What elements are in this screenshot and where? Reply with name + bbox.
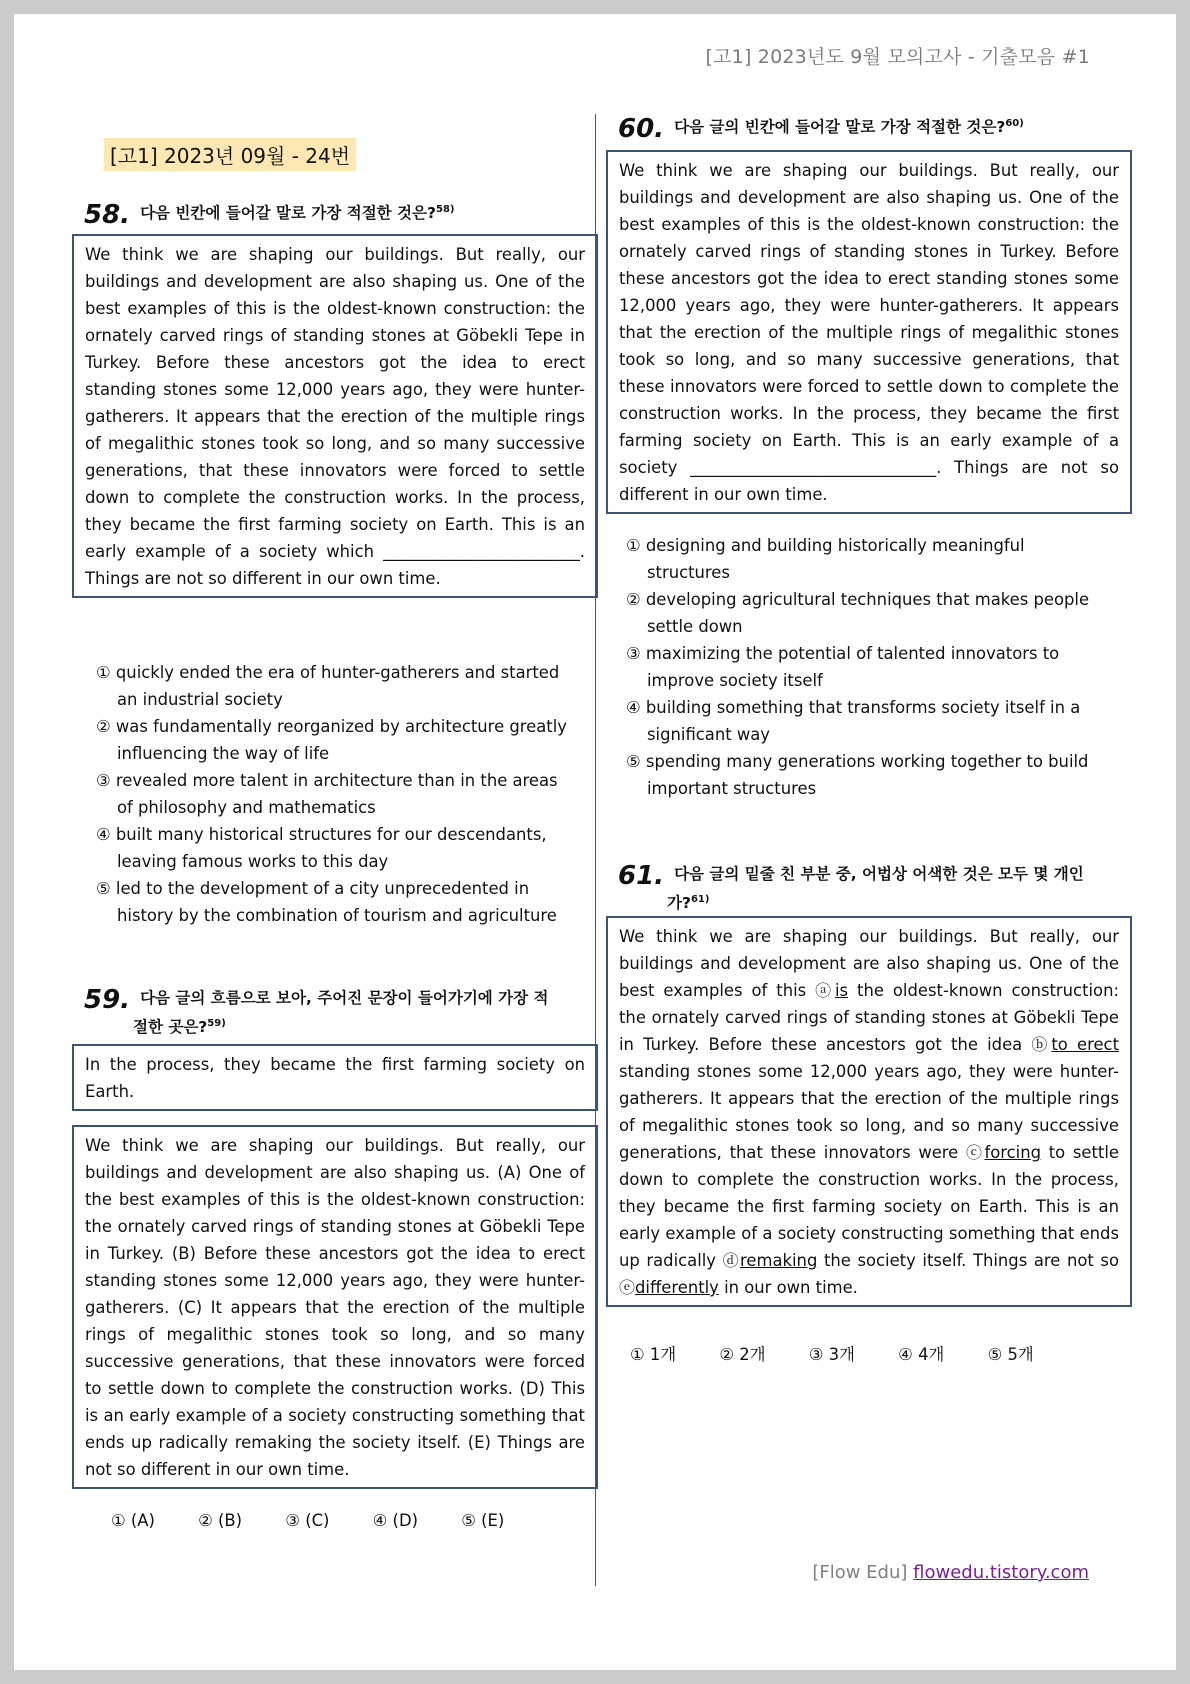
page: [14, 14, 1176, 1670]
question-61-options: [630, 1341, 1072, 1365]
footnote-ref: 59): [207, 1018, 226, 1029]
question-number: 58.: [84, 200, 131, 231]
footnote-ref: 58): [435, 204, 455, 215]
passage-text: We think we are shaping our buildings. But really, our buildings and development are also shaping us. (A) One of the best examples of this is the oldest-known construction: the ornately carved rings of standing stones at Göbekli Tepe in Turkey. (B) Before these ancestors got the idea to erect standing stones some 12,000 years ago, they were hunter-gatherers. (C) It appears that the erection of the multiple rings of megalithic stones took so long, and so many successive generations, that these innovators were forced to settle down to complete the construction works. (D) This is an early example of a society constructing something that ends up radically remaking the society itself. (E) Things are not so different in our own time.: [85, 1136, 585, 1479]
marker-c: ⓒ: [965, 1143, 985, 1162]
option[interactable]: ④ 4개: [898, 1345, 945, 1364]
given-sentence-box: [72, 1044, 598, 1111]
question-59-options: [111, 1511, 542, 1530]
option[interactable]: ④ building something that transforms society itself in a significant way: [626, 698, 1081, 744]
option[interactable]: ① (A): [111, 1511, 155, 1530]
question-61-passage-box: [606, 916, 1132, 1307]
footer-link[interactable]: flowedu.tistory.com: [913, 1562, 1089, 1583]
given-sentence: In the process, they became the first farming society on Earth.: [85, 1055, 585, 1101]
question-59-passage-box: [72, 1125, 598, 1489]
underlined-d: remaking: [740, 1251, 818, 1270]
question-number: 60.: [618, 114, 665, 145]
option[interactable]: ① 1개: [630, 1345, 677, 1364]
marker-a: ⓐ: [815, 981, 835, 1000]
page-header: [고1] 2023년도 9월 모의고사 - 기출모음 #1: [705, 46, 1090, 68]
option[interactable]: ③ maximizing the potential of talented innovators to improve society itself: [626, 644, 1060, 690]
underlined-e: differently: [635, 1278, 719, 1297]
question-title-cont: 가?: [667, 894, 691, 913]
option[interactable]: ⑤ spending many generations working together to build important structures: [626, 752, 1089, 798]
question-60-passage-box: [606, 150, 1132, 514]
option[interactable]: ⑤ 5개: [987, 1345, 1034, 1364]
question-title-cont: 절한 곳은?: [133, 1018, 208, 1037]
footnote-ref: 61): [690, 894, 710, 905]
option[interactable]: ③ (C): [285, 1511, 330, 1530]
option[interactable]: ① designing and building historically meaningful structures: [626, 536, 1025, 582]
question-title: 다음 글의 흐름으로 보아, 주어진 문장이 들어가기에 가장 적: [140, 989, 549, 1007]
question-60-heading: [618, 112, 1128, 145]
question-58-heading: [84, 198, 594, 231]
option[interactable]: ② 2개: [719, 1345, 766, 1364]
option[interactable]: ③ 3개: [808, 1345, 855, 1364]
option[interactable]: ① quickly ended the era of hunter-gatherers and started an industrial society: [96, 663, 560, 709]
question-61-heading: [618, 862, 1128, 915]
question-title: 다음 글의 빈칸에 들어갈 말로 가장 적절한 것은?: [674, 118, 1006, 137]
underlined-a: is: [834, 981, 849, 1000]
option[interactable]: ② developing agricultural techniques that makes people settle down: [626, 590, 1090, 636]
underlined-b: to erect: [1051, 1035, 1119, 1054]
marker-b: ⓑ: [1031, 1035, 1052, 1054]
question-58-options: [96, 659, 576, 929]
option[interactable]: ④ built many historical structures for our descendants, leaving famous works to this day: [96, 825, 547, 871]
question-title: 다음 빈칸에 들어갈 말로 가장 적절한 것은?: [140, 204, 436, 223]
underlined-c: forcing: [984, 1143, 1042, 1162]
option[interactable]: ② was fundamentally reorganized by architecture greatly influencing the way of life: [96, 717, 567, 763]
question-59-heading: [84, 986, 594, 1039]
question-58-passage-box: [72, 234, 598, 598]
option[interactable]: ③ revealed more talent in architecture than in the areas of philosophy and mathematics: [96, 771, 558, 817]
marker-d: ⓓ: [722, 1251, 741, 1270]
question-number: 61.: [618, 861, 665, 891]
option[interactable]: ④ (D): [372, 1511, 418, 1530]
passage-text: We think we are shaping our buildings. But really, our buildings and development are also shaping us. One of the best examples of this is the oldest-known construction: the ornately carved rings of standing stones in Turkey. Before these ancestors got the idea to erect standing stones some 12,000 years ago, they were hunter-gatherers. It appears that the erection of the multiple rings of megalithic stones took so long, and so many successive generations, that these innovators were forced to settle down to complete the construction works. In the process, they became the first farming society on Earth. This is an early example of a society ______________________________. Things are not so different in our own time.: [619, 161, 1119, 504]
option[interactable]: ⑤ led to the development of a city unprecedented in history by the combination of tourism and agriculture: [96, 879, 557, 925]
passage-text: We think we are shaping our buildings. But really, our buildings and development are also shaping us. One of the best examples of this is the oldest-known construction: the ornately carved rings of standing stones at Göbekli Tepe in Turkey. Before these ancestors got the idea to erect standing stones some 12,000 years ago, they were hunter-gatherers. It appears that the erection of the multiple rings of megalithic stones took so long, and so many successive generations, that these innovators were forced to settle down to complete the construction works. In the process, they became the first farming society on Earth. This is an early example of a society which ________________________. Things are not so different in our own time.: [85, 245, 585, 588]
option[interactable]: ② (B): [198, 1511, 243, 1530]
question-number: 59.: [84, 985, 131, 1015]
footnote-ref: 60): [1005, 118, 1024, 129]
question-title: 다음 글의 밑줄 친 부분 중, 어법상 어색한 것은 모두 몇 개인: [674, 865, 1084, 883]
footer-brand: [Flow Edu]: [812, 1562, 908, 1583]
passage-text: We think we are shaping our buildings. But really, our buildings and development are also shaping us. One of the best examples of this ⓐis the oldest-known construction: the ornately carved rings of standing stones at Göbekli Tepe in Turkey. Before these ancestors got the idea ⓑto erect standing stones some 12,000 years ago, they were hunter-gatherers. It appears that the erection of the multiple rings of megalithic stones took so long, and so many successive generations, that these innovators were ⓒforcing to settle down to complete the construction works. In the process, they became the first farming society on Earth. This is an early example of a society constructing something that ends up radically ⓓremaking the society itself. Things are not so ⓔdifferently in our own time.: [619, 927, 1119, 1297]
marker-e: ⓔ: [619, 1278, 636, 1297]
question-60-options: [626, 532, 1106, 802]
option[interactable]: ⑤ (E): [461, 1511, 505, 1530]
page-footer: [812, 1562, 1089, 1583]
source-tag: [고1] 2023년 09월 - 24번: [104, 138, 356, 171]
